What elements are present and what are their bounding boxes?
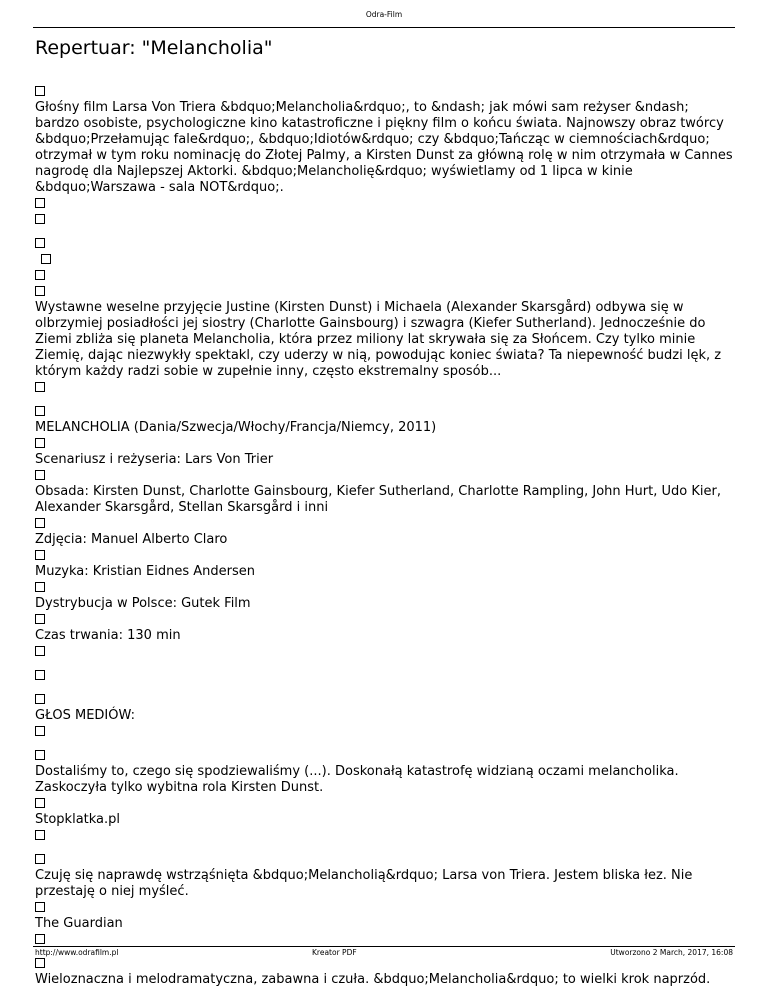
placeholder-box-icon bbox=[35, 382, 45, 392]
media-quote: Czuję się naprawdę wstrząśnięta &bdquo;Melancholią&rdquo; Larsa von Triera. Jestem bliska łez. Nie przestaję o niej myśleć. bbox=[35, 868, 693, 899]
cinematography-info: Zdjęcia: Manuel Alberto Claro bbox=[35, 532, 228, 547]
media-quote: Dostaliśmy to, czego się spodziewaliśmy (...). Doskonałą katastrofę widzianą oczami melancholika. Zaskoczyła tylko wybitna rola Kirsten Dunst. bbox=[35, 764, 679, 795]
media-heading: GŁOS MEDIÓW: bbox=[35, 708, 135, 723]
placeholder-box-icon bbox=[35, 934, 45, 944]
media-quote: Wieloznaczna i melodramatyczna, zabawna i czuła. &bdquo;Melancholia&rdquo; to wielki krok naprzód. bbox=[35, 972, 711, 987]
placeholder-box-icon bbox=[35, 86, 45, 96]
footer-url[interactable]: http://www.odrafilm.pl bbox=[35, 948, 119, 957]
distribution-info: Dystrybucja w Polsce: Gutek Film bbox=[35, 596, 251, 611]
director-info: Scenariusz i reżyseria: Lars Von Trier bbox=[35, 452, 274, 467]
placeholder-box-icon bbox=[35, 550, 45, 560]
placeholder-box-icon bbox=[35, 470, 45, 480]
placeholder-box-icon bbox=[35, 958, 45, 968]
intro-paragraph: Głośny film Larsa Von Triera &bdquo;Melancholia&rdquo;, to &ndash; jak mówi sam reżyser &ndash; bardzo osobiste, psychologiczne kino katastroficzne i piękny film o końcu świata. Najnowszy obraz twórcy &bdquo;Przełamując fale&rdquo;, &bdquo;Idiotów&rdquo; czy &bdquo;Tańcząc w ciemnościach&rdquo; otrzymał w tym roku nominację do Złotej Palmy, a Kirsten Dunst za główną rolę w nim otrzymała w Cannes nagrodę dla Najlepszej Aktorki. &bdquo;Melancholię&rdquo; wyświetlamy od 1 lipca w kinie &bdquo;Warszawa - sala NOT&rdquo;. bbox=[35, 100, 733, 195]
placeholder-box-icon bbox=[35, 854, 45, 864]
placeholder-box-icon bbox=[35, 518, 45, 528]
placeholder-box-icon bbox=[35, 438, 45, 448]
site-label: Odra-Film bbox=[365, 10, 403, 19]
placeholder-box-icon bbox=[35, 238, 45, 248]
footer-rule bbox=[33, 946, 735, 947]
placeholder-box-icon bbox=[35, 214, 45, 224]
placeholder-box-icon bbox=[35, 830, 45, 840]
placeholder-box-icon bbox=[35, 582, 45, 592]
placeholder-box-icon bbox=[35, 286, 45, 296]
placeholder-box-icon bbox=[35, 646, 45, 656]
placeholder-box-icon bbox=[35, 198, 45, 208]
header-rule bbox=[33, 27, 735, 28]
page-title: Repertuar: "Melancholia" bbox=[35, 37, 273, 59]
placeholder-box-icon bbox=[35, 726, 45, 736]
placeholder-box-icon bbox=[35, 670, 45, 680]
placeholder-box-icon bbox=[35, 614, 45, 624]
footer-generator: Kreator PDF bbox=[312, 948, 357, 957]
placeholder-box-icon bbox=[35, 270, 45, 280]
placeholder-box-icon bbox=[35, 750, 45, 760]
placeholder-box-icon bbox=[41, 254, 51, 264]
media-quote-source: Stopklatka.pl bbox=[35, 812, 121, 827]
footer-created: Utworzono 2 March, 2017, 16:08 bbox=[610, 948, 733, 957]
synopsis-paragraph: Wystawne weselne przyjęcie Justine (Kirsten Dunst) i Michaela (Alexander Skarsgård) odbywa się w olbrzymiej posiadłości jej siostry (Charlotte Gainsbourg) i szwagra (Kiefer Sutherland). Jednocześnie do Ziemi zbliża się planeta Melancholia, która przez miliony lat skrywała się za Słońcem. Czy tylko minie Ziemię, dając niezwykły spektakl, czy uderzy w nią, powodując koniec świata? Ta niepewność budzi lęk, z którym każdy radzi sobie w zupełnie inny, często ekstremalny sposób... bbox=[35, 300, 722, 379]
cast-info: Obsada: Kirsten Dunst, Charlotte Gainsbourg, Kiefer Sutherland, Charlotte Rampling, John Hurt, Udo Kier, Alexander Skarsgård, Stellan Skarsgård i inni bbox=[35, 484, 721, 515]
music-info: Muzyka: Kristian Eidnes Andersen bbox=[35, 564, 256, 579]
production-info: MELANCHOLIA (Dania/Szwecja/Włochy/Francja/Niemcy, 2011) bbox=[35, 420, 437, 435]
placeholder-box-icon bbox=[35, 694, 45, 704]
runtime-info: Czas trwania: 130 min bbox=[35, 628, 181, 643]
placeholder-box-icon bbox=[35, 406, 45, 416]
page-footer bbox=[35, 948, 733, 958]
document-body bbox=[35, 84, 733, 988]
placeholder-box-icon bbox=[35, 798, 45, 808]
media-quote-source: The Guardian bbox=[35, 916, 123, 931]
placeholder-box-icon bbox=[35, 902, 45, 912]
